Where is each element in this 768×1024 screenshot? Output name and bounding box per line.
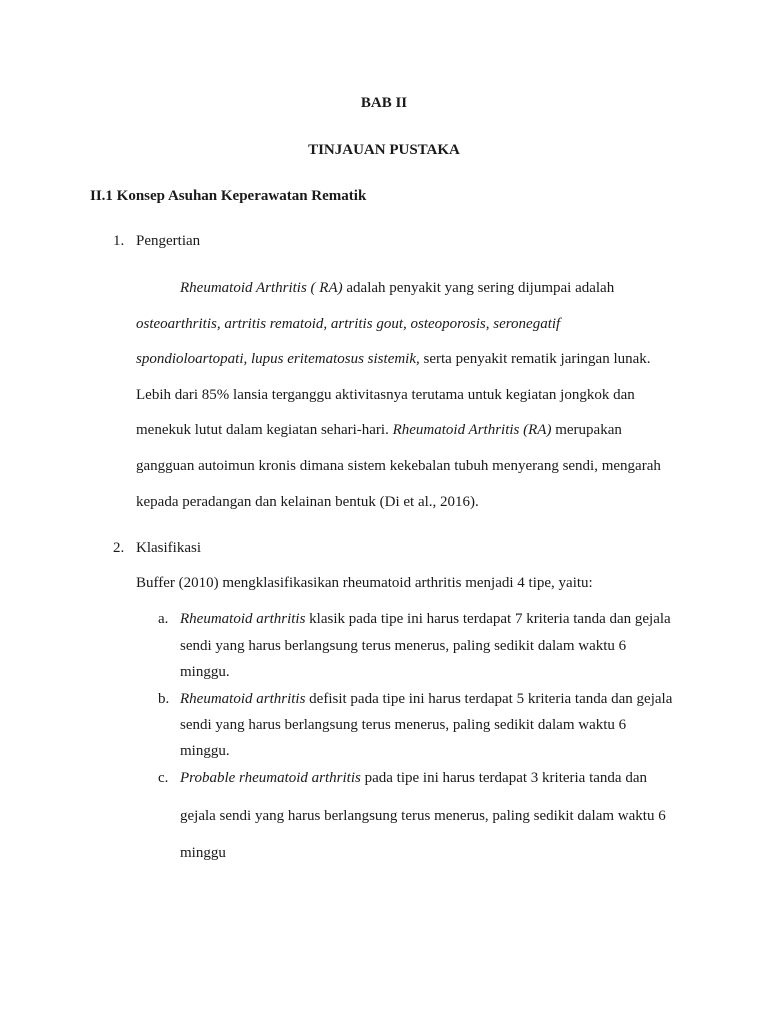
list-item-line (180, 609, 671, 629)
text-run: merupakan (551, 422, 622, 438)
section-heading: II.1 Konsep Asuhan Keperawatan Rematik (90, 188, 367, 204)
text-run: klasik pada tipe ini harus terdapat 7 kriteria tanda dan gejala (305, 611, 671, 627)
paragraph-line (180, 278, 614, 298)
paragraph-line: Lebih dari 85% lansia terganggu aktivitasnya terutama untuk kegiatan jongkok dan (136, 387, 635, 403)
item-title: Klasifikasi (136, 540, 201, 556)
list-marker: a. (158, 611, 169, 627)
item-title: Pengertian (136, 233, 201, 249)
chapter-label: BAB II (360, 95, 408, 111)
chapter-title: TINJAUAN PUSTAKA (308, 142, 460, 158)
paragraph-line: Buffer (2010) mengklasifikasikan rheumatoid arthritis menjadi 4 tipe, yaitu: (136, 575, 593, 591)
text-run: , serta penyakit rematik jaringan lunak. (416, 351, 651, 367)
list-item-line (180, 689, 672, 709)
text-run: menekuk lutut dalam kegiatan sehari-hari. (136, 422, 393, 438)
paragraph-line (136, 314, 560, 334)
list-marker: c. (158, 770, 169, 786)
italic-term: Probable rheumatoid arthritis (180, 770, 361, 786)
italic-term: Rheumatoid Arthritis (RA) (392, 422, 552, 438)
text-run: defisit pada tipe ini harus terdapat 5 kriteria tanda dan gejala (305, 691, 673, 707)
list-item-line: minggu. (180, 743, 230, 759)
paragraph-line: gangguan autoimun kronis dimana sistem kekebalan tubuh menyerang sendi, mengarah (136, 458, 661, 474)
text-run: pada tipe ini harus terdapat 3 kriteria tanda dan (360, 770, 647, 786)
list-item-line: minggu (180, 845, 226, 861)
italic-term: Rheumatoid arthritis (180, 691, 306, 707)
list-item-line: sendi yang harus berlangsung terus menerus, paling sedikit dalam waktu 6 (180, 638, 627, 654)
list-item-line (180, 768, 647, 788)
text-run: adalah penyakit yang sering dijumpai adalah (342, 280, 615, 296)
item-number: 1. (113, 233, 125, 249)
item-number: 2. (113, 540, 125, 556)
list-marker: b. (158, 691, 170, 707)
paragraph-line (136, 349, 651, 369)
list-item-line: gejala sendi yang harus berlangsung terus menerus, paling sedikit dalam waktu 6 (180, 808, 666, 824)
list-item-line: minggu. (180, 664, 230, 680)
italic-term: Rheumatoid Arthritis ( RA) (180, 280, 343, 296)
list-item-line: sendi yang harus berlangsung terus menerus, paling sedikit dalam waktu 6 (180, 717, 627, 733)
italic-term: osteoarthritis, artritis rematoid, artritis gout, osteoporosis, seronegatif (136, 316, 561, 332)
italic-term: spondioloartopati, lupus eritematosus sistemik (136, 351, 417, 367)
paragraph-line (136, 420, 622, 440)
italic-term: Rheumatoid arthritis (180, 611, 306, 627)
paragraph-line: kepada peradangan dan kelainan bentuk (Di et al., 2016). (136, 494, 479, 510)
